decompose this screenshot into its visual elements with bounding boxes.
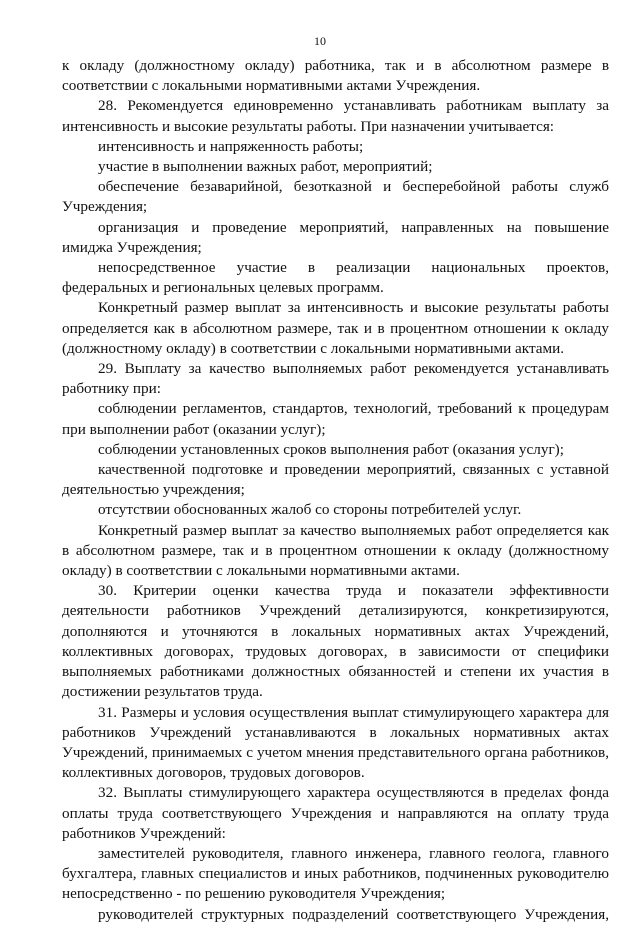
list-item: интенсивность и напряженность работы;	[98, 137, 364, 155]
list-item: руководителей структурных подразделений соответствующего Учреждения,	[98, 905, 609, 923]
list-item: соблюдении регламентов, стандартов, технологий, требований к процедурам при выполнении работ (оказании услуг);	[62, 400, 609, 438]
list-item: участие в выполнении важных работ, мероприятий;	[98, 158, 433, 176]
paragraph-32: 32. Выплаты стимулирующего характера осуществляются в пределах фонда оплаты труда соответствующего Учреждения и направляются на оплату труда работников Учреждений:	[62, 784, 609, 842]
list-item: отсутствии обоснованных жалоб со стороны потребителей услуг.	[98, 501, 522, 519]
list-item: организация и проведение мероприятий, направленных на повышение имиджа Учреждения;	[62, 218, 609, 256]
paragraph-28: 28. Рекомендуется единовременно устанавливать работникам выплату за интенсивность и высокие результаты работы. При назначении учитывается:	[62, 97, 609, 135]
paragraph-31: 31. Размеры и условия осуществления выплат стимулирующего характера для работников Учреждений устанавливаются в локальных нормативных актах Учреждений, принимаемых с учетом мнения представительного органа работников, коллективных договоров, трудовых договоров.	[62, 703, 609, 782]
list-item: соблюдении установленных сроков выполнения работ (оказания услуг);	[98, 440, 564, 458]
paragraph-continuation: к окладу (должностному окладу) работника, так и в абсолютном размере в соответствии с локальными нормативными актами Учреждения.	[62, 57, 609, 95]
paragraph-30: 30. Критерии оценки качества труда и показатели эффективности деятельности работников Учреждений детализируются, конкретизируются, дополняются и уточняются в локальных нормативных актах Учреждений, коллективных договорах, трудовых договорах, в зависимости от специфики выполняемых работниками должностных обязанностей и степени их участия в достижении результатов труда.	[62, 582, 609, 701]
paragraph: Конкретный размер выплат за интенсивность и высокие результаты работы определяется как в абсолютном размере, так и в процентном отношении к окладу (должностному окладу) в соответствии с локальными нормативными актами.	[62, 299, 609, 357]
paragraph-29: 29. Выплату за качество выполняемых работ рекомендуется устанавливать работнику при:	[62, 360, 609, 398]
list-item: непосредственное участие в реализации национальных проектов, федеральных и региональных целевых программ.	[62, 259, 609, 297]
document-body	[62, 56, 609, 925]
list-item: обеспечение безаварийной, безотказной и бесперебойной работы служб Учреждения;	[62, 178, 609, 216]
paragraph: Конкретный размер выплат за качество выполняемых работ определяется как в абсолютном размере, так и в процентном отношении к окладу (должностному окладу) в соответствии с локальными нормативными актами.	[62, 521, 609, 580]
list-item: заместителей руководителя, главного инженера, главного геолога, главного бухгалтера, главных специалистов и иных работников, подчиненных руководителю непосредственно - по решению руководителя Учреждения;	[62, 844, 609, 903]
list-item: качественной подготовке и проведении мероприятий, связанных с уставной деятельностью учреждения;	[62, 461, 609, 499]
page-number: 10	[314, 34, 326, 48]
